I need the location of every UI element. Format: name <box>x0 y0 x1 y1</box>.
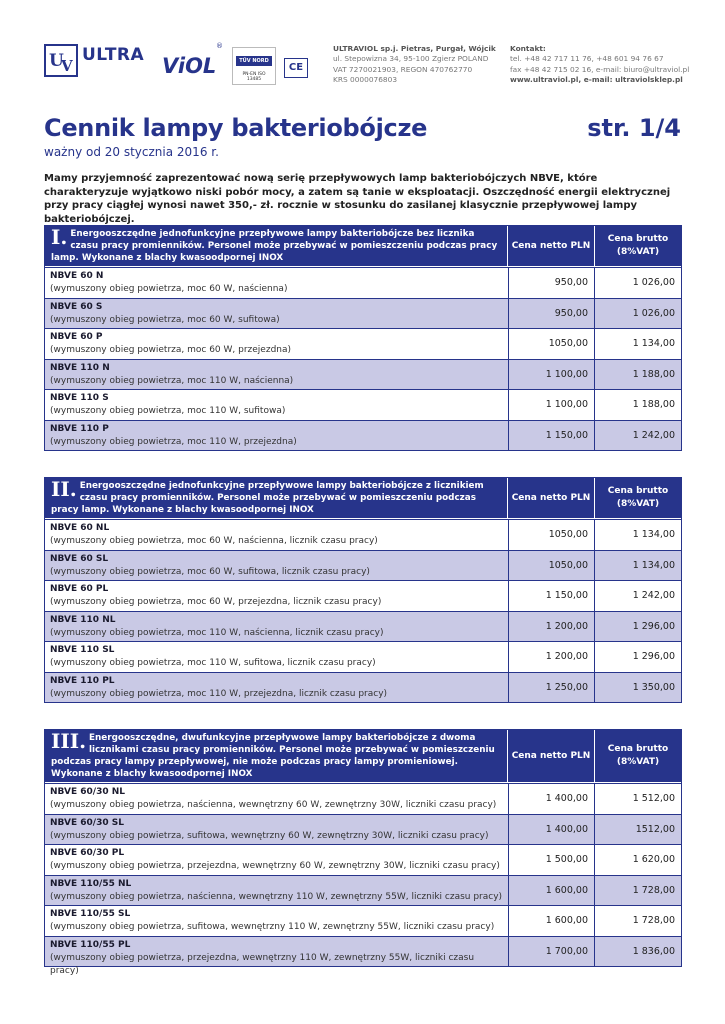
product-cell <box>45 845 509 875</box>
product-model: NBVE 60 NL <box>50 523 110 533</box>
price-gross: 1 026,00 <box>632 277 675 289</box>
product-spec: (wymuszony obieg powietrza, moc 110 W, sufitowa) <box>50 406 286 416</box>
price-net: 1 150,00 <box>509 421 595 451</box>
price-gross: 1 026,00 <box>632 307 675 319</box>
section-description <box>45 730 508 782</box>
price-table-section-3 <box>44 729 682 976</box>
price-gross: 1 728,00 <box>632 915 675 927</box>
product-model: NBVE 60 S <box>50 301 103 312</box>
product-model: NBVE 60 PL <box>50 584 109 594</box>
price-gross: 1 188,00 <box>632 368 675 380</box>
product-spec: (wymuszony obieg powietrza, moc 110 W, sufitowa, licznik czasu pracy) <box>50 658 376 668</box>
price-table-section-2 <box>44 477 682 703</box>
table-row <box>45 550 681 581</box>
section-header <box>45 226 681 267</box>
product-spec: (wymuszony obieg powietrza, moc 110 W, przejezdna) <box>50 436 297 447</box>
product-model: NBVE 110/55 PL <box>50 939 131 950</box>
price-net: 1050,00 <box>509 520 595 550</box>
price-gross: 1 296,00 <box>632 620 675 632</box>
logo-text-viol: ViOL <box>162 54 217 78</box>
table-row <box>45 783 681 814</box>
product-cell <box>45 876 509 906</box>
valid-from: ważny od 20 stycznia 2016 r. <box>44 145 219 159</box>
product-model: NBVE 110 PL <box>50 675 115 686</box>
price-net: 1 500,00 <box>509 845 595 875</box>
price-net: 950,00 <box>509 299 595 329</box>
price-gross-header: Cena brutto (8%VAT) <box>607 486 669 509</box>
tuv-standard: PN-EN ISO 13485 <box>242 72 266 82</box>
product-cell <box>45 612 509 642</box>
tuv-certificate-badge <box>232 47 276 85</box>
product-spec: (wymuszony obieg powietrza, moc 110 W, przejezdna, licznik czasu pracy) <box>50 688 388 699</box>
table-row <box>45 672 681 703</box>
price-gross: 1 242,00 <box>632 429 675 441</box>
section-description-text: Energooszczędne, dwufunkcyjne przepływowe lampy bakteriobójcze z dwoma licznikami czasu pracy promienników. Personel może przebywać w pomieszczeniu podczas pracy lampy przepływowej, nie może podczas pracy lampy promieniowej. Wykonane z blachy kwasoodpornej INOX <box>51 733 495 779</box>
product-cell <box>45 906 509 936</box>
product-spec: (wymuszony obieg powietrza, moc 60 W, sufitowa, licznik czasu pracy) <box>50 566 370 577</box>
price-net: 1 250,00 <box>509 673 595 703</box>
product-cell <box>45 299 509 329</box>
price-gross: 1 134,00 <box>632 559 675 571</box>
product-spec: (wymuszony obieg powietrza, moc 60 W, sufitowa) <box>50 314 280 325</box>
price-gross: 1512,00 <box>635 823 675 835</box>
section-description <box>45 478 508 518</box>
price-gross: 1 242,00 <box>632 590 675 602</box>
product-spec: (wymuszony obieg powietrza, sufitowa, wewnętrzny 60 W, zewnętrzny 30W, liczniki czasu pracy) <box>50 830 489 841</box>
intro-paragraph: Mamy przyjemność zaprezentować nową serię przepływowych lamp bakteriobójczych NBVE, które charakteryzuje wyjątkowo niski pobór mocy, a zatem są tanie w eksploatacji. Oszczędność energii elektrycznej przy pracy ciągłej wynosi nawet 350,- zł. rocznie w stosunku do zasilanej klasycznie przepływowej lampy bakteriobójczej. <box>44 173 671 225</box>
price-gross: 1 188,00 <box>632 399 675 411</box>
price-net: 1 600,00 <box>509 876 595 906</box>
product-model: NBVE 110 S <box>50 393 109 403</box>
price-net-header: Cena netto PLN <box>508 226 595 266</box>
contact-label: Kontakt: <box>510 44 546 53</box>
price-gross: 1 134,00 <box>632 529 675 541</box>
page-number: str. 1/4 <box>587 114 681 142</box>
price-net: 1 150,00 <box>509 581 595 611</box>
price-gross: 1 134,00 <box>632 338 675 350</box>
product-cell <box>45 784 509 814</box>
product-cell <box>45 520 509 550</box>
price-gross-header: Cena brutto (8%VAT) <box>607 234 669 257</box>
contact-info <box>510 44 689 86</box>
table-row <box>45 328 681 359</box>
price-gross: 1 296,00 <box>632 651 675 663</box>
section-header <box>45 478 681 519</box>
contact-web[interactable]: www.ultraviol.pl, e-mail: ultraviolsklep.pl <box>510 75 683 85</box>
table-row <box>45 359 681 390</box>
product-model: NBVE 110 NL <box>50 614 116 625</box>
price-net: 1050,00 <box>509 551 595 581</box>
section-number: II. <box>51 477 77 501</box>
price-net: 1 200,00 <box>509 612 595 642</box>
table-row <box>45 641 681 672</box>
price-net: 1 700,00 <box>509 937 595 967</box>
product-model: NBVE 60/30 NL <box>50 787 126 797</box>
product-model: NBVE 110 P <box>50 423 109 434</box>
company-name: ULTRAVIOL sp.j. Pietras, Purgał, Wójcik <box>333 44 496 53</box>
table-row <box>45 875 681 906</box>
product-spec: (wymuszony obieg powietrza, moc 60 W, przejezdna) <box>50 345 292 355</box>
company-vat: VAT 7270021903, REGON 470762770 <box>333 64 473 74</box>
table-row <box>45 389 681 420</box>
table-row <box>45 580 681 611</box>
section-number: III. <box>51 729 87 753</box>
product-cell <box>45 551 509 581</box>
tuv-label: TÜV NORD <box>236 56 272 66</box>
price-net: 1 400,00 <box>509 815 595 845</box>
section-description <box>45 226 508 266</box>
table-row <box>45 814 681 845</box>
product-spec: (wymuszony obieg powietrza, moc 60 W, przejezdna, licznik czasu pracy) <box>50 597 382 607</box>
table-row <box>45 420 681 451</box>
product-cell <box>45 360 509 390</box>
product-cell <box>45 937 509 976</box>
section-number: I. <box>51 225 68 249</box>
product-model: NBVE 110/55 NL <box>50 878 132 889</box>
price-net: 1050,00 <box>509 329 595 359</box>
table-row <box>45 936 681 976</box>
table-row <box>45 905 681 936</box>
price-net: 1 100,00 <box>509 390 595 420</box>
product-cell <box>45 390 509 420</box>
price-net: 1 100,00 <box>509 360 595 390</box>
product-cell <box>45 815 509 845</box>
table-row <box>45 267 681 298</box>
table-row <box>45 844 681 875</box>
product-model: NBVE 110 N <box>50 362 110 373</box>
company-info <box>333 44 496 86</box>
price-net: 1 400,00 <box>509 784 595 814</box>
table-row <box>45 519 681 550</box>
ultraviol-logo <box>44 44 224 78</box>
product-spec: (wymuszony obieg powietrza, przejezdna, wewnętrzny 110 W, zewnętrzny 55W, liczniki czasu pracy) <box>50 952 475 976</box>
price-gross: 1 350,00 <box>632 681 675 693</box>
registered-mark: ® <box>216 42 223 50</box>
product-spec: (wymuszony obieg powietrza, przejezdna, wewnętrzny 60 W, zewnętrzny 30W, liczniki czasu pracy) <box>50 861 500 871</box>
price-net-header: Cena netto PLN <box>508 478 595 518</box>
section-description-text: Energooszczędne jednofunkcyjne przepływowe lampy bakteriobójcze z licznikiem czasu pracy promienników. Personel może przebywać w pomieszczeniu podczas pracy lamp. Wykonane z blachy kwasoodpornej INOX <box>51 481 484 515</box>
product-spec: (wymuszony obieg powietrza, naścienna, wewnętrzny 60 W, zewnętrzny 30W, liczniki czasu pracy) <box>50 800 497 810</box>
product-model: NBVE 60 N <box>50 271 104 281</box>
product-cell <box>45 642 509 672</box>
price-net: 1 600,00 <box>509 906 595 936</box>
product-model: NBVE 110 SL <box>50 645 115 655</box>
product-spec: (wymuszony obieg powietrza, moc 110 W, naścienna, licznik czasu pracy) <box>50 627 384 638</box>
product-model: NBVE 60/30 SL <box>50 817 124 828</box>
page-title: Cennik lampy bakteriobójcze <box>44 114 428 142</box>
product-cell <box>45 329 509 359</box>
company-address: ul. Stepowizna 34, 95-100 Zgierz POLAND <box>333 54 489 64</box>
price-table-section-1 <box>44 225 682 451</box>
section-description-text: Energooszczędne jednofunkcyjne przepływowe lampy bakteriobójcze bez licznika czasu pracy promienników. Personel może przebywać w pomieszczeniu podczas pracy lamp. Wykonane z blachy kwasoodpornej INOX <box>51 229 498 263</box>
logo-text-ultra: ULTRA <box>82 45 145 65</box>
table-row <box>45 298 681 329</box>
price-gross: 1 512,00 <box>632 793 675 805</box>
price-net: 950,00 <box>509 268 595 298</box>
price-gross: 1 836,00 <box>632 945 675 957</box>
contact-fax: fax +48 42 715 02 16, e-mail: biuro@ultraviol.pl <box>510 64 690 74</box>
uv-logo-mark: U V <box>44 44 78 77</box>
product-spec: (wymuszony obieg powietrza, moc 110 W, naścienna) <box>50 375 294 386</box>
product-model: NBVE 60 P <box>50 332 103 342</box>
product-cell <box>45 673 509 703</box>
contact-tel: tel. +48 42 717 11 76, +48 601 94 76 67 <box>510 54 664 64</box>
price-gross: 1 728,00 <box>632 884 675 896</box>
product-model: NBVE 60/30 PL <box>50 848 125 858</box>
product-spec: (wymuszony obieg powietrza, sufitowa, wewnętrzny 110 W, zewnętrzny 55W, liczniki czasu pracy) <box>50 922 495 932</box>
section-header <box>45 730 681 783</box>
product-spec: (wymuszony obieg powietrza, moc 60 W, naścienna, licznik czasu pracy) <box>50 536 378 546</box>
product-model: NBVE 60 SL <box>50 553 109 564</box>
product-spec: (wymuszony obieg powietrza, naścienna, wewnętrzny 110 W, zewnętrzny 55W, liczniki czasu pracy) <box>50 891 503 902</box>
price-net-header: Cena netto PLN <box>508 730 595 782</box>
ce-mark-icon: CE <box>284 58 308 78</box>
price-gross-header: Cena brutto (8%VAT) <box>607 744 669 767</box>
product-cell <box>45 581 509 611</box>
product-cell <box>45 268 509 298</box>
company-krs: KRS 0000076803 <box>333 75 398 85</box>
product-model: NBVE 110/55 SL <box>50 909 131 919</box>
product-spec: (wymuszony obieg powietrza, moc 60 W, naścienna) <box>50 284 288 294</box>
price-net: 1 200,00 <box>509 642 595 672</box>
product-cell <box>45 421 509 451</box>
price-gross: 1 620,00 <box>632 854 675 866</box>
table-row <box>45 611 681 642</box>
